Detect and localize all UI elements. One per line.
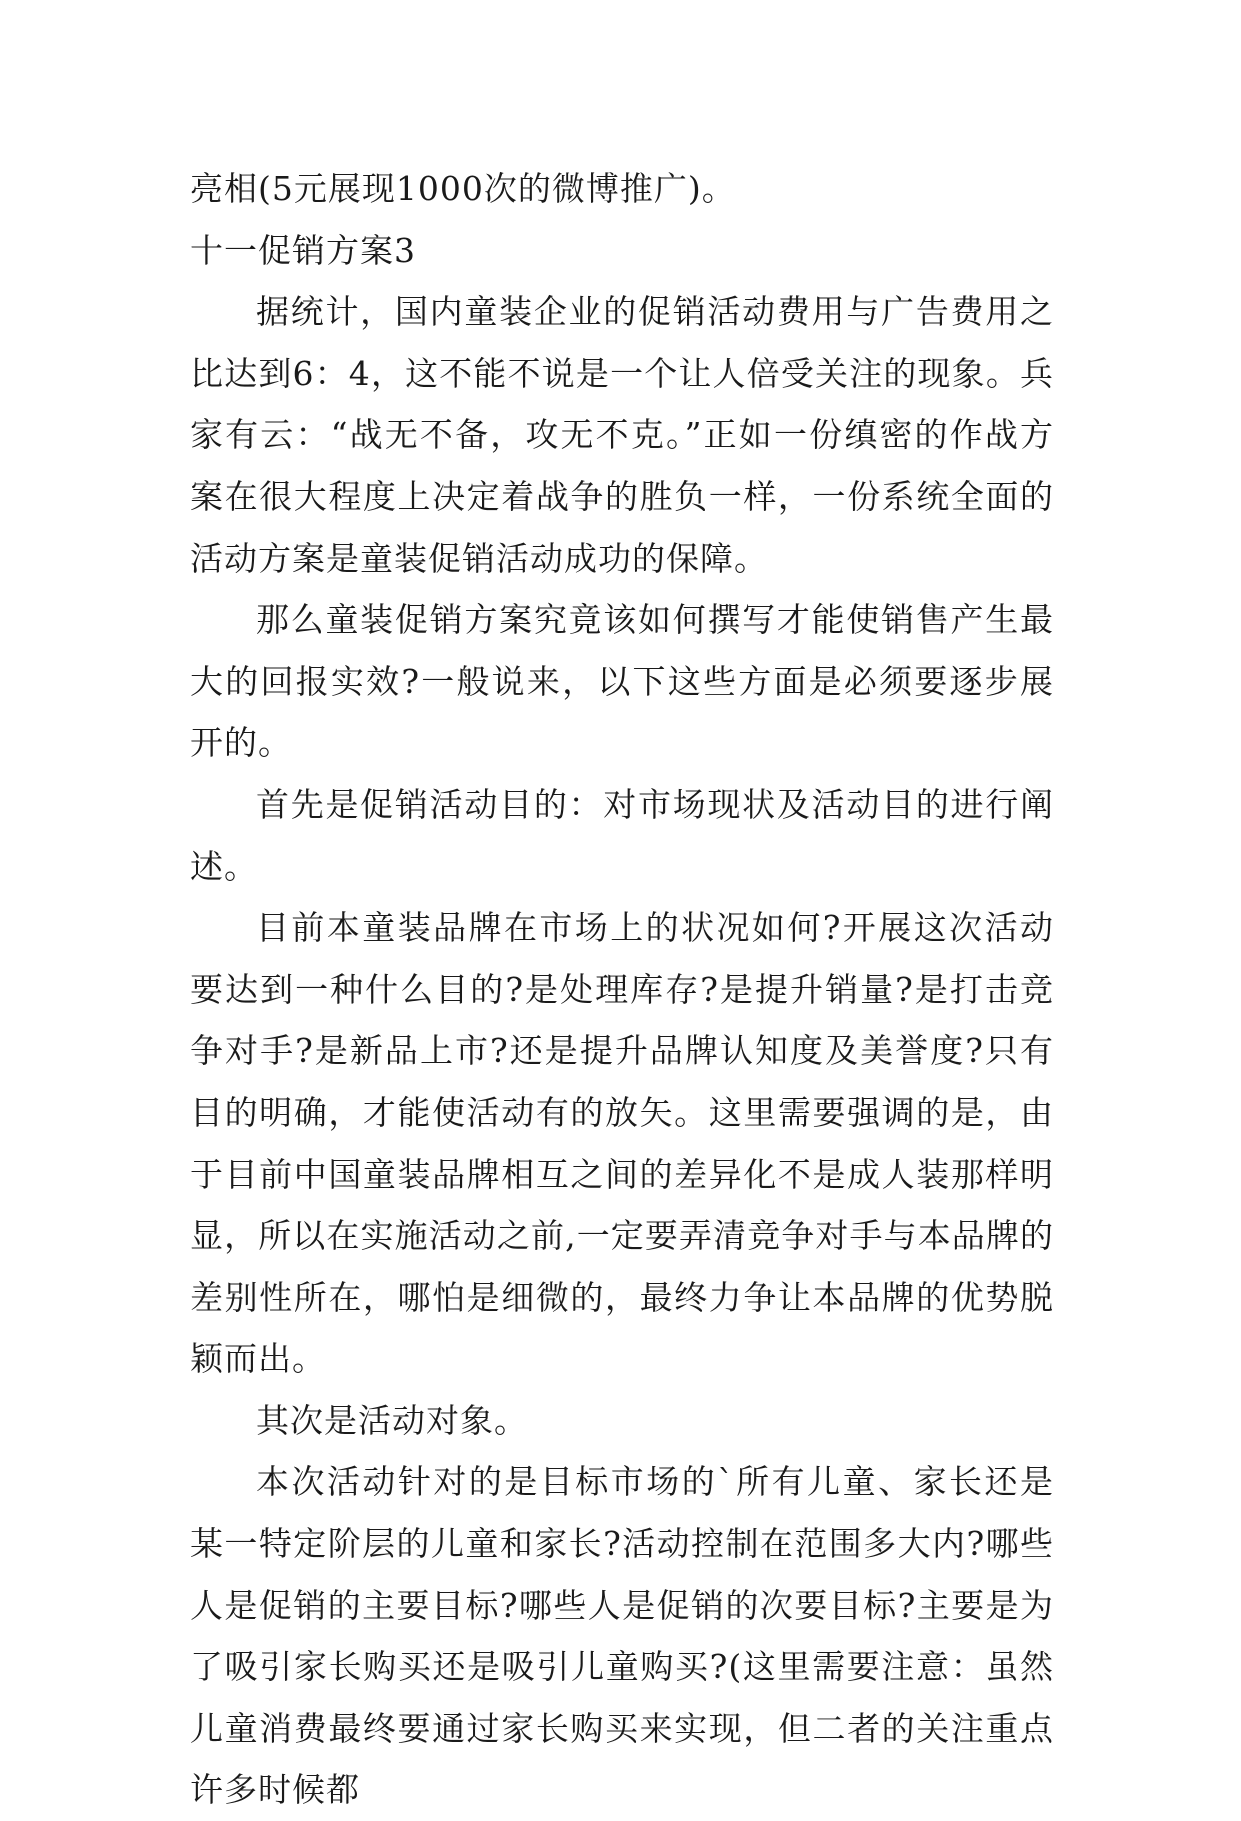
- paragraph-purpose: 首先是促销活动目的：对市场现状及活动目的进行阐述。: [190, 784, 1054, 886]
- document-body: [190, 158, 1054, 1821]
- paragraph-statistics: 据统计，国内童装企业的促销活动费用与广告费用之比达到6：4，这不能不说是一个让人倍受关注的现象。兵家有云：“战无不备，攻无不克。”正如一份缜密的作战方案在很大程度上决定着战争的胜负一样，一份系统全面的活动方案是童装促销活动成功的保障。: [190, 292, 1054, 578]
- section-heading: 十一促销方案3: [190, 230, 416, 270]
- paragraph-target-audience: 本次活动针对的是目标市场的`所有儿童、家长还是某一特定阶层的儿童和家长?活动控制在范围多大内?哪些人是促销的主要目标?哪些人是促销的次要目标?主要是为了吸引家长购买还是吸引儿童购买?(这里需要注意：虽然儿童消费最终要通过家长购买来实现，但二者的关注重点许多时候都: [190, 1462, 1054, 1810]
- paragraph-continuation: 亮相(5元展现1000次的微博推广)。: [190, 169, 736, 208]
- paragraph-how-to-write: 那么童装促销方案究竟该如何撰写才能使销售产生最大的回报实效?一般说来，以下这些方面是必须要逐步展开的。: [190, 600, 1054, 763]
- paragraph-target-heading: 其次是活动对象。: [256, 1400, 528, 1440]
- paragraph-market-status: 目前本童装品牌在市场上的状况如何?开展这次活动要达到一种什么目的?是处理库存?是提升销量?是打击竞争对手?是新品上市?还是提升品牌认知度及美誉度?只有目的明确，才能使活动有的放矢。这里需要强调的是，由于目前中国童装品牌相互之间的差异化不是成人装那样明显，所以在实施活动之前,一定要弄清竞争对手与本品牌的差别性所在，哪怕是细微的，最终力争让本品牌的优势脱颖而出。: [190, 908, 1054, 1379]
